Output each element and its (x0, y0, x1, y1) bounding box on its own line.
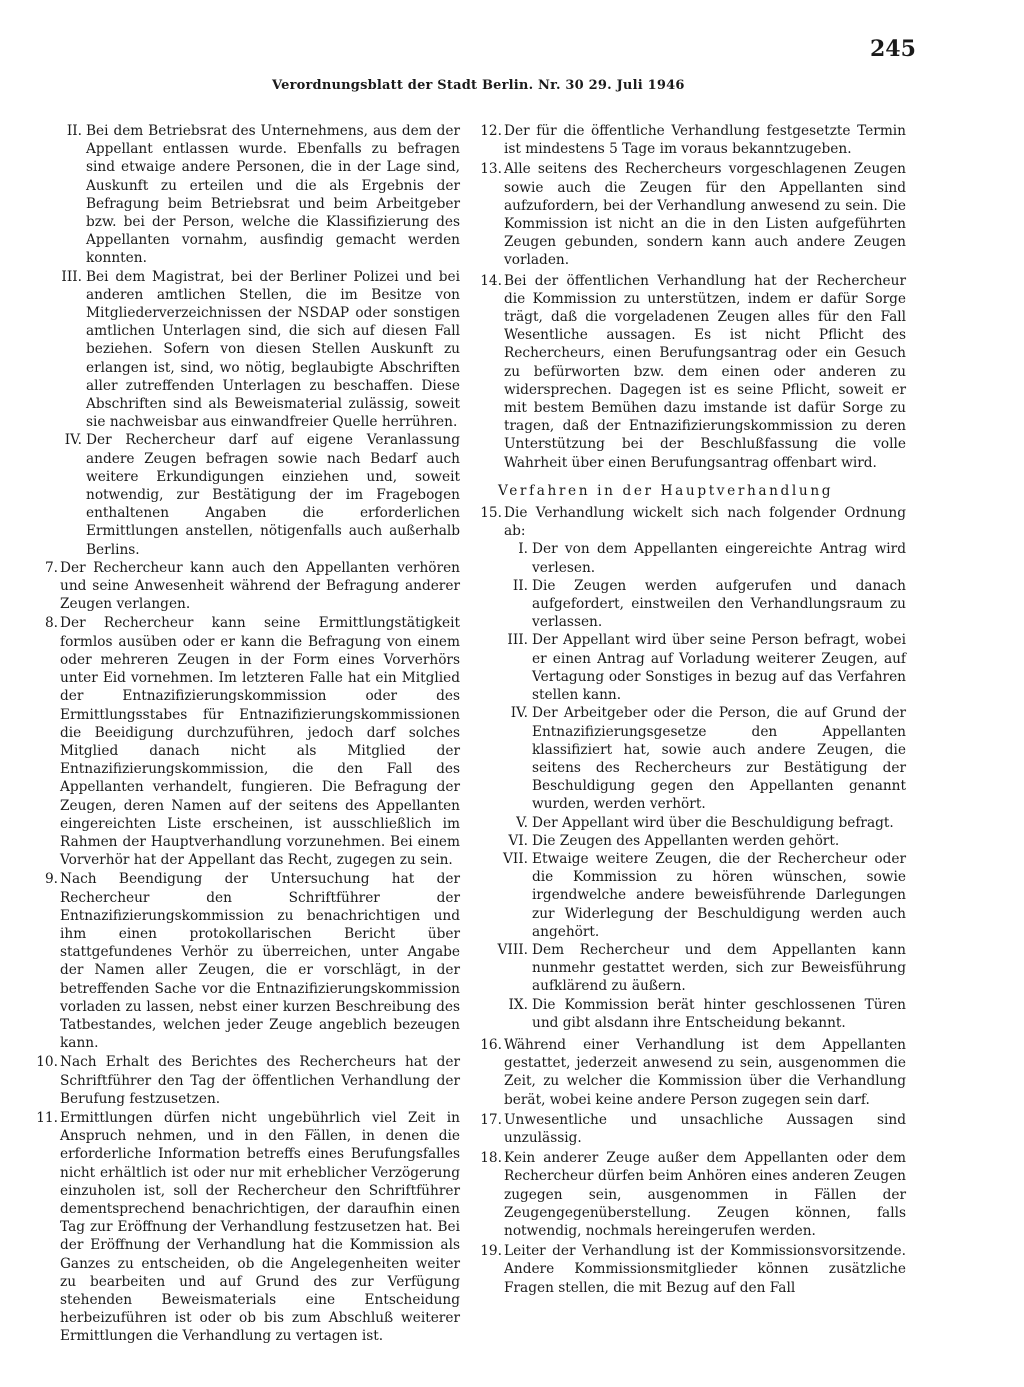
step-number: II. (512, 577, 528, 594)
step-text: Der Arbeitgeber oder die Person, die auf Grund der Entnazifizierungsgesetze den Appellanten klassifiziert hat, sowie auch andere Zeugen, die seitens des Rechercheurs zur Bestätigung der Beschuldigung gegen den Appellanten genannt wurden, werden verhört. (532, 705, 906, 813)
paragraph-number: 7. (44, 559, 58, 576)
paragraph-8 (28, 614, 460, 869)
subitem-iv (28, 431, 460, 558)
paragraph-text: Nach Erhalt des Berichtes des Rechercheurs hat der Schriftführer den Tag der öffentlichen Verhandlung der Berufung festzusetzen. (60, 1054, 460, 1107)
paragraph-number: 14. (480, 272, 502, 289)
paragraph-number: 9. (44, 871, 58, 888)
section-heading: Verfahren in der Hauptverhandlung (498, 482, 834, 499)
step-text: Dem Rechercheur und dem Appellanten kann nunmehr gestattet werden, sich zur Beweisführung aufklärend zu äußern. (532, 941, 906, 995)
step-number: VIII. (497, 941, 528, 958)
paragraph-19 (476, 1242, 906, 1297)
paragraph-text: Alle seitens des Rechercheurs vorgeschlagenen Zeugen sowie auch die Zeugen für den Appellanten sind aufzufordern, bei der Verhandlung anwesend zu sein. Die Kommission ist nicht an die in den Listen aufgeführten Zeugen gebunden, sondern kann auch andere Zeugen vorladen. (504, 161, 906, 269)
paragraph-text: Der Rechercheur kann auch den Appellanten verhören und seine Anwesenheit während der Befragung anderer Zeugen verlangen. (60, 559, 460, 613)
step-text: Der Appellant wird über die Beschuldigung befragt. (532, 814, 894, 831)
paragraph-number: 13. (480, 161, 502, 178)
step-viii (476, 941, 906, 996)
step-number: VII. (502, 850, 528, 867)
step-number: IV. (510, 705, 528, 722)
subitem-text: Bei dem Magistrat, bei der Berliner Polizei und bei anderen amtlichen Stellen, die im Besitze von Mitgliederverzeichnissen der NSDAP oder sonstigen amtlichen Unterlagen sind, die sich auf diesen Fall beziehen. Sofern von diesen Stellen Auskunft zu erlangen ist, sind, wo nötig, beglaubigte Abschriften aller zutreffenden Unterlagen zu beschaffen. Diese Abschriften sind als Beweismaterial zulässig, soweit sie nachweisbar aus einwandfreier Quelle herrühren. (86, 268, 460, 431)
step-text: Der von dem Appellanten eingereichte Antrag wird verlesen. (532, 541, 906, 576)
paragraph-text: Unwesentliche und unsachliche Aussagen sind unzulässig. (504, 1111, 906, 1146)
step-iii (476, 631, 906, 704)
running-header: Verordnungsblatt der Stadt Berlin. Nr. 30 29. Juli 1946 (272, 78, 685, 93)
paragraph-14 (476, 272, 906, 472)
paragraph-11 (28, 1109, 460, 1346)
paragraph-7 (28, 559, 460, 614)
step-iv (476, 704, 906, 813)
step-number: V. (516, 814, 528, 831)
subitem-iii (28, 268, 460, 432)
right-column (476, 122, 906, 1297)
step-text: Die Zeugen des Appellanten werden gehört. (532, 832, 840, 849)
paragraph-9 (28, 870, 460, 1052)
step-text: Die Kommission berät hinter geschlossenen Türen und gibt alsdann ihre Entscheidung bekannt. (532, 996, 906, 1031)
step-text: Etwaige weitere Zeugen, die der Rechercheur oder die Kommission zu hören wünschen, sowie irgendwelche andere beweisführende Darlegungen zur Widerlegung der Beschuldigung werden auch angehört. (532, 850, 906, 940)
paragraph-18 (476, 1149, 906, 1240)
step-text: Die Zeugen werden aufgerufen und danach aufgefordert, einstweilen den Verhandlungsraum zu verlassen. (532, 577, 906, 631)
paragraph-16 (476, 1036, 906, 1109)
paragraph-15 (476, 504, 906, 540)
subitem-number: III. (61, 268, 82, 285)
step-vii (476, 850, 906, 941)
paragraph-text: Bei der öffentlichen Verhandlung hat der Rechercheur die Kommission zu unterstützen, indem er dafür Sorge trägt, daß die vorgeladenen Zeugen alles für den Fall Wesentliche aussagen. Es ist nicht Pflicht des Rechercheurs, einen Berufungsantrag oder ein Gesuch zu befürworten bzw. dem einen oder anderen zu widersprechen. Dagegen ist es seine Pflicht, soweit er mit bestem Bemühen dazu imstande ist dafür Sorge zu tragen, daß der Entnazifizierungskommission zu deren Unterstützung bei der Beschlußfassung die volle Wahrheit über einen Berufungsantrag offenbart wird. (504, 272, 906, 471)
step-i (476, 540, 906, 576)
paragraph-text: Nach Beendigung der Untersuchung hat der Rechercheur den Schriftführer der Entnazifizierungskommission zu benachrichtigen und ihm einen protokollarischen Bericht über stattgefundenes Verhör zu überreichen, unter Angabe der Namen aller Zeugen, die er vorschlägt, in der betreffenden Sache vor die Entnazifizierungskommission vorladen zu lassen, nebst einer kurzen Beschreibung des Tatbestandes, welchen jeder Zeuge angeblich bezeugen kann. (60, 871, 460, 1052)
paragraph-number: 18. (480, 1150, 502, 1167)
paragraph-text: Die Verhandlung wickelt sich nach folgender Ordnung ab: (504, 505, 906, 540)
paragraph-number: 11. (36, 1109, 58, 1126)
page-number: 245 (870, 36, 916, 62)
paragraph-text: Der Rechercheur kann seine Ermittlungstätigkeit formlos ausüben oder er kann die Befragung von einem oder mehreren Zeugen in der Form eines Vorverhörs unter Eid vornehmen. Im letzteren Falle hat ein Mitglied der Entnazifizierungskommission oder des Ermittlungsstabes für Entnazifizierungskommissionen die Beeidigung durchzuführen, jedoch darf solches Mitglied danach nicht als Mitglied der Entnazifizierungskommission, die den Fall des Appellanten verhandelt, fungieren. Die Befragung der Zeugen, deren Namen auf der seitens des Appellanten eingereichten Liste erscheinen, ist ausschließlich im Rahmen der Hauptverhandlung vorzunehmen. Bei einem Vorverhör hat der Appellant das Recht, zugegen zu sein. (60, 615, 460, 869)
subitem-ii (28, 122, 460, 268)
paragraph-number: 8. (44, 615, 58, 632)
paragraph-number: 16. (480, 1036, 502, 1053)
paragraph-number: 15. (480, 505, 502, 522)
paragraph-text: Leiter der Verhandlung ist der Kommissionsvorsitzende. Andere Kommissionsmitglieder können zusätzliche Fragen stellen, die mit Bezug auf den Fall (504, 1243, 906, 1296)
paragraph-12 (476, 122, 906, 158)
paragraph-text: Während einer Verhandlung ist dem Appellanten gestattet, jederzeit anwesend zu sein, ausgenommen die Zeit, zu welcher die Kommission über die Verhandlung berät, wobei keine andere Person zugegen sein darf. (504, 1036, 906, 1108)
step-ix (476, 996, 906, 1032)
subitem-number: IV. (64, 432, 82, 449)
step-number: IX. (508, 996, 528, 1013)
step-v (476, 814, 906, 832)
paragraph-number: 10. (36, 1054, 58, 1071)
step-ii (476, 577, 906, 632)
paragraph-13 (476, 160, 906, 269)
paragraph-10 (28, 1053, 460, 1108)
paragraph-text: Ermittlungen dürfen nicht ungebührlich viel Zeit in Anspruch nehmen, und in den Fällen, in denen die erforderliche Information betreffs eines Berufungsfalles nicht erhältlich ist oder nur mit erheblicher Verzögerung einzuholen ist, soll der Rechercheur den Schriftführer dementsprechend benachrichtigen, der daraufhin einen Tag zur Eröffnung der Verhandlung festzusetzen hat. Bei der Eröffnung der Verhandlung hat die Kommission als Ganzes zu entscheiden, ob die Angelegenheiten weiter zu bearbeiten und auf Grund des zur Verfügung stehenden Beweismaterials eine Entscheidung herbeizuführen ist oder ob bis zum Abschluß weiterer Ermittlungen die Verhandlung zu vertagen ist. (60, 1109, 460, 1345)
step-number: III. (507, 632, 528, 649)
subitem-text: Der Rechercheur darf auf eigene Veranlassung andere Zeugen befragen sowie nach Bedarf auch weitere Erkundigungen einziehen und, soweit notwendig, zur Bestätigung der im Fragebogen enthaltenen Angaben die erforderlichen Ermittlungen anstellen, nötigenfalls auch außerhalb Berlins. (86, 432, 460, 558)
paragraph-number: 19. (480, 1243, 502, 1260)
paragraph-number: 12. (480, 123, 502, 139)
subitem-number: II. (66, 123, 82, 139)
paragraph-number: 17. (480, 1111, 502, 1128)
paragraph-17 (476, 1111, 906, 1147)
step-number: I. (518, 541, 528, 558)
step-number: VI. (508, 832, 528, 849)
step-vi (476, 832, 906, 850)
subitem-text: Bei dem Betriebsrat des Unternehmens, aus dem der Appellant entlassen wurde. Ebenfalls zu befragen sind etwaige andere Personen, die in der Lage sind, Auskunft zu erteilen und die als Ergebnis der Befragung beim Betriebsrat und beim Arbeitgeber bzw. bei der Person, welche die Klassifizierung des Appellanten vornahm, ausfindig gemacht werden konnten. (86, 123, 460, 267)
paragraph-text: Kein anderer Zeuge außer dem Appellanten oder dem Rechercheur dürfen beim Anhören eines anderen Zeugen zugegen sein, ausgenommen in Fällen der Zeugengegenüberstellung. Zeugen können, falls notwendig, nochmals hereingerufen werden. (504, 1150, 906, 1239)
step-text: Der Appellant wird über seine Person befragt, wobei er einen Antrag auf Vorladung weiterer Zeugen, auf Vertagung oder Sonstiges in bezug auf das Verfahren stellen kann. (532, 632, 906, 704)
paragraph-text: Der für die öffentliche Verhandlung festgesetzte Termin ist mindestens 5 Tage im voraus bekanntzugeben. (504, 123, 906, 158)
left-column (28, 122, 460, 1346)
